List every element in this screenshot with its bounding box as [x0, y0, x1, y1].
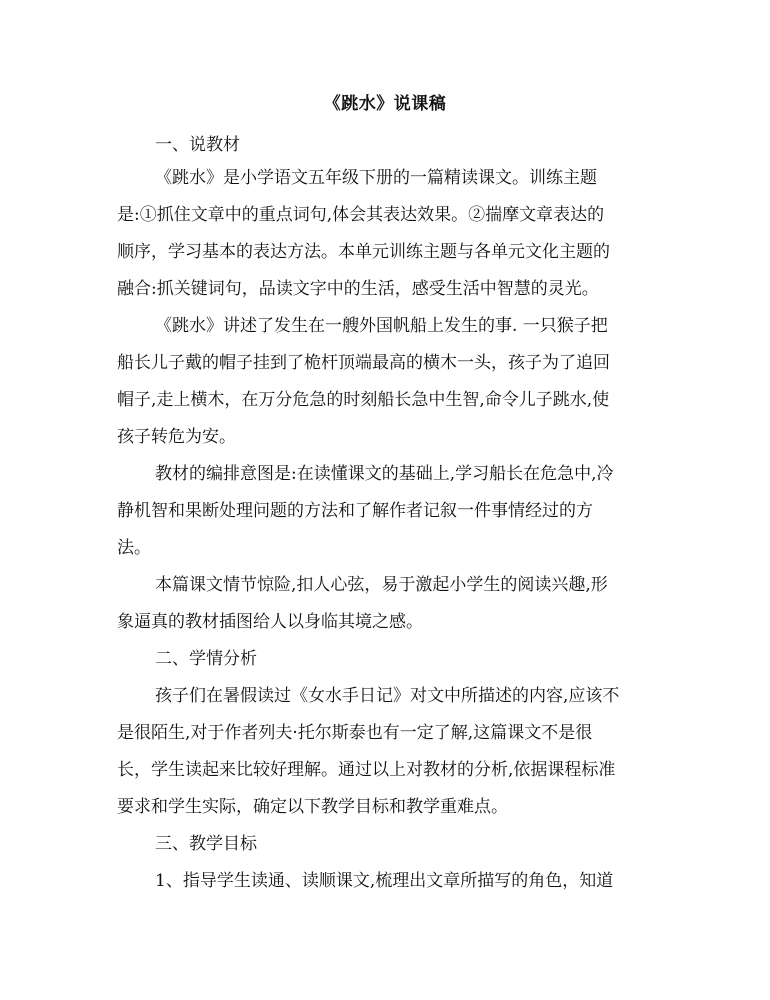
section-heading-teaching-objectives: 三、教学目标 [155, 834, 257, 854]
paragraph-line: 是很陌生,对于作者列夫·托尔斯泰也有一定了解,这篇课文不是很 [117, 723, 593, 743]
paragraph-line: 法。 [117, 538, 151, 558]
paragraph-line: 静机智和果断处理问题的方法和了解作者记叙一件事情经过的方 [117, 501, 593, 521]
paragraph-line: 长，学生读起来比较好理解。通过以上对教材的分析,依据课程标准 [117, 760, 616, 780]
paragraph-line: 1、指导学生读通、读顺课文,梳理出文章所描写的角色，知道 [155, 871, 614, 891]
paragraph-line: 船长儿子戴的帽子挂到了桅杆顶端最高的横木一头，孩子为了追回 [117, 353, 610, 373]
paragraph-line: 孩子们在暑假读过《女水手日记》对文中所描述的内容,应该不 [155, 686, 620, 706]
paragraph-line: 是:①抓住文章中的重点词句,体会其表达效果。②揣摩文章表达的 [117, 205, 605, 225]
paragraph-line: 《跳水》讲述了发生在一艘外国帆船上发生的事. 一只猴子把 [155, 316, 608, 336]
paragraph-line: 孩子转危为安。 [117, 427, 236, 447]
paragraph-line: 要求和学生实际，确定以下教学目标和教学重难点。 [117, 797, 508, 817]
paragraph-line: 教材的编排意图是:在读懂课文的基础上,学习船长在危急中,冷 [155, 464, 614, 484]
section-heading-teaching-material: 一、说教材 [155, 135, 240, 155]
paragraph-line: 顺序，学习基本的表达方法。本单元训练主题与各单元文化主题的 [117, 242, 610, 262]
paragraph-line: 帽子,走上横木，在万分危急的时刻船长急中生智,命令儿子跳水,使 [117, 390, 610, 410]
paragraph-line: 《跳水》是小学语文五年级下册的一篇精读课文。训练主题 [155, 168, 597, 188]
document-title: 《跳水》说课稿 [323, 94, 447, 114]
paragraph-line: 本篇课文情节惊险,扣人心弦，易于激起小学生的阅读兴趣,形 [155, 575, 608, 595]
section-heading-learner-analysis: 二、学情分析 [155, 649, 257, 669]
paragraph-line: 象逼真的教材插图给人以身临其境之感。 [117, 612, 423, 632]
paragraph-line: 融合:抓关键词句，品读文字中的生活，感受生活中智慧的灵光。 [117, 279, 599, 299]
